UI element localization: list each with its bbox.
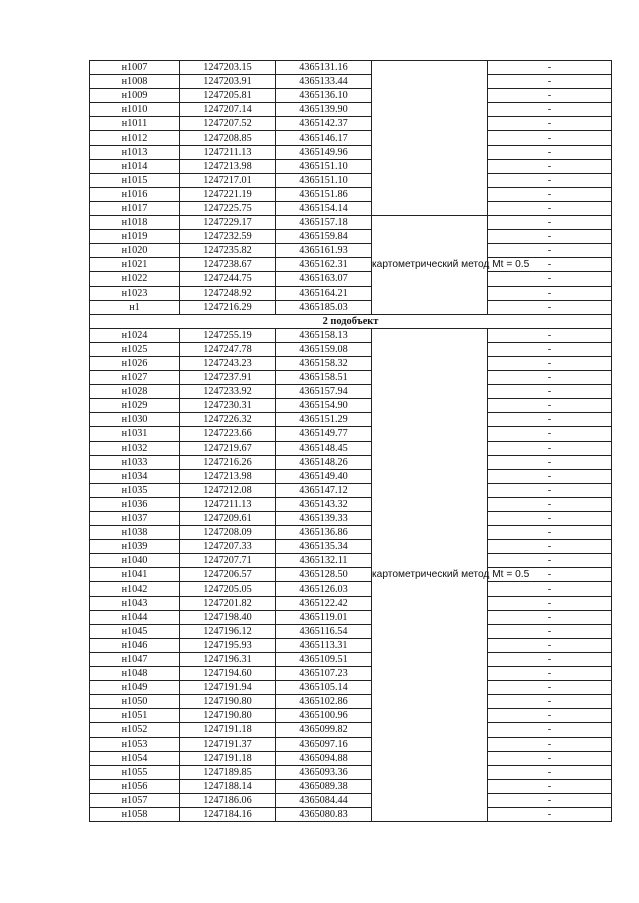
x-coordinate-cell: 1247232.59: [180, 230, 276, 244]
x-coordinate-cell: 1247223.66: [180, 427, 276, 441]
x-coordinate-cell: 1247188.14: [180, 779, 276, 793]
y-coordinate-cell: 4365154.90: [276, 399, 372, 413]
x-coordinate-cell: 1247205.05: [180, 582, 276, 596]
note-cell: -: [488, 201, 612, 215]
table-row: [90, 342, 612, 356]
x-coordinate-cell: 1247196.12: [180, 624, 276, 638]
x-coordinate-cell: 1247230.31: [180, 399, 276, 413]
note-cell: -: [488, 272, 612, 286]
table-row: [90, 244, 612, 258]
y-coordinate-cell: 4365158.51: [276, 371, 372, 385]
note-cell: -: [488, 89, 612, 103]
x-coordinate-cell: 1247191.18: [180, 723, 276, 737]
note-cell: -: [488, 512, 612, 526]
point-name-cell: н1010: [90, 103, 180, 117]
point-name-cell: н1029: [90, 399, 180, 413]
point-name-cell: н1052: [90, 723, 180, 737]
y-coordinate-cell: 4365089.38: [276, 779, 372, 793]
table-row: [90, 89, 612, 103]
x-coordinate-cell: 1247243.23: [180, 356, 276, 370]
y-coordinate-cell: 4365136.86: [276, 526, 372, 540]
x-coordinate-cell: 1247198.40: [180, 610, 276, 624]
table-row: [90, 399, 612, 413]
note-cell: -: [488, 371, 612, 385]
point-name-cell: н1037: [90, 512, 180, 526]
note-cell: -: [488, 582, 612, 596]
point-name-cell: н1007: [90, 61, 180, 75]
x-coordinate-cell: 1247190.80: [180, 695, 276, 709]
note-cell: -: [488, 244, 612, 258]
y-coordinate-cell: 4365162.31: [276, 258, 372, 272]
note-cell: -: [488, 681, 612, 695]
subobject-header-row: [90, 314, 612, 328]
note-cell: -: [488, 413, 612, 427]
x-coordinate-cell: 1247207.33: [180, 540, 276, 554]
point-name-cell: н1015: [90, 173, 180, 187]
point-name-cell: н1030: [90, 413, 180, 427]
point-name-cell: н1026: [90, 356, 180, 370]
note-cell: -: [488, 723, 612, 737]
y-coordinate-cell: 4365159.08: [276, 342, 372, 356]
point-name-cell: н1019: [90, 230, 180, 244]
point-name-cell: н1056: [90, 779, 180, 793]
point-name-cell: н1014: [90, 159, 180, 173]
x-coordinate-cell: 1247244.75: [180, 272, 276, 286]
table-row: [90, 568, 612, 582]
method-cell: картометрический метод Mt = 0.5: [372, 328, 488, 821]
table-row: [90, 103, 612, 117]
note-cell: -: [488, 554, 612, 568]
note-cell: -: [488, 187, 612, 201]
x-coordinate-cell: 1247221.19: [180, 187, 276, 201]
y-coordinate-cell: 4365093.36: [276, 765, 372, 779]
point-name-cell: н1044: [90, 610, 180, 624]
table-row: [90, 751, 612, 765]
note-cell: -: [488, 469, 612, 483]
note-cell: -: [488, 356, 612, 370]
x-coordinate-cell: 1247233.92: [180, 385, 276, 399]
note-cell: -: [488, 286, 612, 300]
table-row: [90, 695, 612, 709]
point-name-cell: н1040: [90, 554, 180, 568]
point-name-cell: н1045: [90, 624, 180, 638]
point-name-cell: н1028: [90, 385, 180, 399]
table-row: [90, 328, 612, 342]
point-name-cell: н1022: [90, 272, 180, 286]
table-row: [90, 624, 612, 638]
table-row: [90, 469, 612, 483]
y-coordinate-cell: 4365149.40: [276, 469, 372, 483]
note-cell: -: [488, 258, 612, 272]
x-coordinate-cell: 1247235.82: [180, 244, 276, 258]
y-coordinate-cell: 4365116.54: [276, 624, 372, 638]
note-cell: -: [488, 610, 612, 624]
y-coordinate-cell: 4365151.86: [276, 187, 372, 201]
y-coordinate-cell: 4365119.01: [276, 610, 372, 624]
point-name-cell: н1012: [90, 131, 180, 145]
table-row: [90, 610, 612, 624]
note-cell: -: [488, 399, 612, 413]
y-coordinate-cell: 4365107.23: [276, 667, 372, 681]
point-name-cell: н1039: [90, 540, 180, 554]
subobject-title: 2 подобъект: [90, 314, 612, 328]
y-coordinate-cell: 4365148.45: [276, 441, 372, 455]
y-coordinate-cell: 4365139.90: [276, 103, 372, 117]
note-cell: -: [488, 526, 612, 540]
point-name-cell: н1046: [90, 638, 180, 652]
x-coordinate-cell: 1247213.98: [180, 469, 276, 483]
x-coordinate-cell: 1247226.32: [180, 413, 276, 427]
table-row: [90, 230, 612, 244]
y-coordinate-cell: 4365157.18: [276, 216, 372, 230]
table-row: [90, 427, 612, 441]
x-coordinate-cell: 1247207.14: [180, 103, 276, 117]
note-cell: -: [488, 117, 612, 131]
x-coordinate-cell: 1247189.85: [180, 765, 276, 779]
x-coordinate-cell: 1247237.91: [180, 371, 276, 385]
point-name-cell: н1025: [90, 342, 180, 356]
table-row: [90, 272, 612, 286]
table-row: [90, 807, 612, 821]
note-cell: -: [488, 103, 612, 117]
table-row: [90, 765, 612, 779]
x-coordinate-cell: 1247203.15: [180, 61, 276, 75]
note-cell: -: [488, 737, 612, 751]
point-name-cell: н1024: [90, 328, 180, 342]
table-row: [90, 413, 612, 427]
x-coordinate-cell: 1247216.26: [180, 455, 276, 469]
point-name-cell: н1054: [90, 751, 180, 765]
x-coordinate-cell: 1247255.19: [180, 328, 276, 342]
x-coordinate-cell: 1247184.16: [180, 807, 276, 821]
table-row: [90, 187, 612, 201]
note-cell: -: [488, 75, 612, 89]
point-name-cell: н1020: [90, 244, 180, 258]
y-coordinate-cell: 4365133.44: [276, 75, 372, 89]
table-row: [90, 371, 612, 385]
table-row: [90, 483, 612, 497]
y-coordinate-cell: 4365151.29: [276, 413, 372, 427]
x-coordinate-cell: 1247194.60: [180, 667, 276, 681]
x-coordinate-cell: 1247208.09: [180, 526, 276, 540]
x-coordinate-cell: 1247201.82: [180, 596, 276, 610]
table-row: [90, 258, 612, 272]
x-coordinate-cell: 1247225.75: [180, 201, 276, 215]
point-name-cell: н1034: [90, 469, 180, 483]
note-cell: -: [488, 667, 612, 681]
point-name-cell: н1058: [90, 807, 180, 821]
point-name-cell: н1042: [90, 582, 180, 596]
table-row: [90, 737, 612, 751]
point-name-cell: н1008: [90, 75, 180, 89]
y-coordinate-cell: 4365139.33: [276, 512, 372, 526]
x-coordinate-cell: 1247208.85: [180, 131, 276, 145]
table-row: [90, 793, 612, 807]
point-name-cell: н1038: [90, 526, 180, 540]
table-row: [90, 216, 612, 230]
point-name-cell: н1036: [90, 497, 180, 511]
note-cell: -: [488, 385, 612, 399]
y-coordinate-cell: 4365149.96: [276, 145, 372, 159]
point-name-cell: н1033: [90, 455, 180, 469]
table-row: [90, 159, 612, 173]
note-cell: -: [488, 695, 612, 709]
point-name-cell: н1053: [90, 737, 180, 751]
point-name-cell: н1031: [90, 427, 180, 441]
y-coordinate-cell: 4365148.26: [276, 455, 372, 469]
table-row: [90, 596, 612, 610]
note-cell: -: [488, 427, 612, 441]
note-cell: -: [488, 652, 612, 666]
x-coordinate-cell: 1247212.08: [180, 483, 276, 497]
note-cell: -: [488, 342, 612, 356]
table-row: [90, 779, 612, 793]
table-row: [90, 61, 612, 75]
x-coordinate-cell: 1247238.67: [180, 258, 276, 272]
table-row: [90, 385, 612, 399]
x-coordinate-cell: 1247229.17: [180, 216, 276, 230]
x-coordinate-cell: 1247206.57: [180, 568, 276, 582]
x-coordinate-cell: 1247211.13: [180, 145, 276, 159]
table-row: [90, 173, 612, 187]
note-cell: -: [488, 568, 612, 582]
note-cell: -: [488, 61, 612, 75]
table-row: [90, 709, 612, 723]
note-cell: -: [488, 540, 612, 554]
table-row: [90, 356, 612, 370]
note-cell: -: [488, 497, 612, 511]
point-name-cell: н1016: [90, 187, 180, 201]
note-cell: -: [488, 145, 612, 159]
y-coordinate-cell: 4365143.32: [276, 497, 372, 511]
x-coordinate-cell: 1247209.61: [180, 512, 276, 526]
point-name-cell: н1035: [90, 483, 180, 497]
x-coordinate-cell: 1247217.01: [180, 173, 276, 187]
x-coordinate-cell: 1247190.80: [180, 709, 276, 723]
x-coordinate-cell: 1247191.94: [180, 681, 276, 695]
y-coordinate-cell: 4365146.17: [276, 131, 372, 145]
table-row: [90, 667, 612, 681]
y-coordinate-cell: 4365131.16: [276, 61, 372, 75]
point-name-cell: н1049: [90, 681, 180, 695]
y-coordinate-cell: 4365151.10: [276, 173, 372, 187]
point-name-cell: н1057: [90, 793, 180, 807]
x-coordinate-cell: 1247248.92: [180, 286, 276, 300]
y-coordinate-cell: 4365142.37: [276, 117, 372, 131]
y-coordinate-cell: 4365135.34: [276, 540, 372, 554]
y-coordinate-cell: 4365136.10: [276, 89, 372, 103]
note-cell: -: [488, 596, 612, 610]
point-name-cell: н1009: [90, 89, 180, 103]
y-coordinate-cell: 4365113.31: [276, 638, 372, 652]
note-cell: -: [488, 624, 612, 638]
y-coordinate-cell: 4365084.44: [276, 793, 372, 807]
y-coordinate-cell: 4365158.13: [276, 328, 372, 342]
table-row: [90, 441, 612, 455]
note-cell: -: [488, 751, 612, 765]
point-name-cell: н1013: [90, 145, 180, 159]
point-name-cell: н1027: [90, 371, 180, 385]
table-row: [90, 131, 612, 145]
note-cell: -: [488, 173, 612, 187]
x-coordinate-cell: 1247213.98: [180, 159, 276, 173]
y-coordinate-cell: 4365094.88: [276, 751, 372, 765]
table-row: [90, 201, 612, 215]
document-page: [89, 60, 612, 822]
y-coordinate-cell: 4365161.93: [276, 244, 372, 258]
note-cell: -: [488, 328, 612, 342]
point-name-cell: н1047: [90, 652, 180, 666]
table-row: [90, 554, 612, 568]
point-name-cell: н1055: [90, 765, 180, 779]
x-coordinate-cell: 1247216.29: [180, 300, 276, 314]
table-row: [90, 145, 612, 159]
point-name-cell: н1050: [90, 695, 180, 709]
x-coordinate-cell: 1247247.78: [180, 342, 276, 356]
y-coordinate-cell: 4365102.86: [276, 695, 372, 709]
x-coordinate-cell: 1247219.67: [180, 441, 276, 455]
table-row: [90, 526, 612, 540]
coordinates-table-body: [90, 61, 612, 822]
y-coordinate-cell: 4365185.03: [276, 300, 372, 314]
note-cell: -: [488, 300, 612, 314]
note-cell: -: [488, 230, 612, 244]
point-name-cell: н1: [90, 300, 180, 314]
table-row: [90, 117, 612, 131]
table-row: [90, 681, 612, 695]
x-coordinate-cell: 1247191.37: [180, 737, 276, 751]
y-coordinate-cell: 4365122.42: [276, 596, 372, 610]
table-row: [90, 582, 612, 596]
point-name-cell: н1051: [90, 709, 180, 723]
table-row: [90, 497, 612, 511]
point-name-cell: н1041: [90, 568, 180, 582]
point-name-cell: н1018: [90, 216, 180, 230]
y-coordinate-cell: 4365109.51: [276, 652, 372, 666]
table-row: [90, 286, 612, 300]
table-row: [90, 75, 612, 89]
y-coordinate-cell: 4365163.07: [276, 272, 372, 286]
y-coordinate-cell: 4365147.12: [276, 483, 372, 497]
note-cell: -: [488, 793, 612, 807]
y-coordinate-cell: 4365132.11: [276, 554, 372, 568]
point-name-cell: н1023: [90, 286, 180, 300]
y-coordinate-cell: 4365126.03: [276, 582, 372, 596]
table-row: [90, 300, 612, 314]
point-name-cell: н1021: [90, 258, 180, 272]
coordinates-table: [89, 60, 612, 822]
note-cell: -: [488, 765, 612, 779]
x-coordinate-cell: 1247211.13: [180, 497, 276, 511]
x-coordinate-cell: 1247203.91: [180, 75, 276, 89]
table-row: [90, 723, 612, 737]
y-coordinate-cell: 4365097.16: [276, 737, 372, 751]
x-coordinate-cell: 1247207.71: [180, 554, 276, 568]
point-name-cell: н1048: [90, 667, 180, 681]
table-row: [90, 540, 612, 554]
y-coordinate-cell: 4365159.84: [276, 230, 372, 244]
note-cell: -: [488, 131, 612, 145]
table-row: [90, 455, 612, 469]
x-coordinate-cell: 1247191.18: [180, 751, 276, 765]
point-name-cell: н1011: [90, 117, 180, 131]
note-cell: -: [488, 441, 612, 455]
table-row: [90, 638, 612, 652]
table-row: [90, 512, 612, 526]
note-cell: -: [488, 216, 612, 230]
y-coordinate-cell: 4365158.32: [276, 356, 372, 370]
x-coordinate-cell: 1247195.93: [180, 638, 276, 652]
x-coordinate-cell: 1247205.81: [180, 89, 276, 103]
note-cell: -: [488, 159, 612, 173]
y-coordinate-cell: 4365100.96: [276, 709, 372, 723]
x-coordinate-cell: 1247207.52: [180, 117, 276, 131]
note-cell: -: [488, 638, 612, 652]
x-coordinate-cell: 1247186.06: [180, 793, 276, 807]
note-cell: -: [488, 483, 612, 497]
y-coordinate-cell: 4365157.94: [276, 385, 372, 399]
note-cell: -: [488, 455, 612, 469]
y-coordinate-cell: 4365151.10: [276, 159, 372, 173]
y-coordinate-cell: 4365128.50: [276, 568, 372, 582]
y-coordinate-cell: 4365154.14: [276, 201, 372, 215]
point-name-cell: н1017: [90, 201, 180, 215]
y-coordinate-cell: 4365164.21: [276, 286, 372, 300]
empty-method-cell: [372, 61, 488, 216]
y-coordinate-cell: 4365099.82: [276, 723, 372, 737]
y-coordinate-cell: 4365105.14: [276, 681, 372, 695]
note-cell: -: [488, 779, 612, 793]
note-cell: -: [488, 807, 612, 821]
point-name-cell: н1043: [90, 596, 180, 610]
point-name-cell: н1032: [90, 441, 180, 455]
method-cell: картометрический метод Mt = 0.5: [372, 216, 488, 315]
table-row: [90, 652, 612, 666]
y-coordinate-cell: 4365080.83: [276, 807, 372, 821]
note-cell: -: [488, 709, 612, 723]
y-coordinate-cell: 4365149.77: [276, 427, 372, 441]
x-coordinate-cell: 1247196.31: [180, 652, 276, 666]
